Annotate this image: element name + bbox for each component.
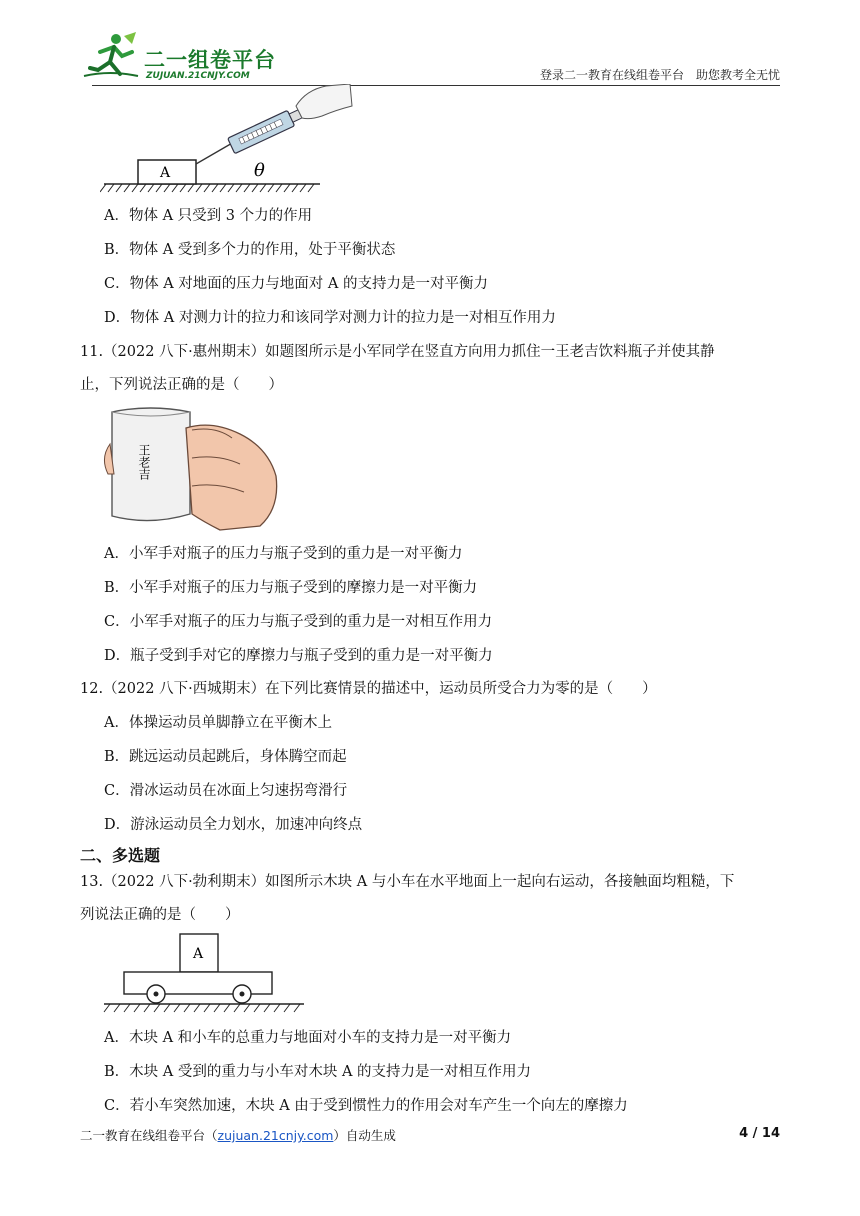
- q11-option-d: D．瓶子受到手对它的摩擦力与瓶子受到的重力是一对平衡力: [104, 648, 493, 664]
- can-label: 王老吉: [137, 444, 151, 480]
- q13-stem-line-1: 13.（2022 八下·勃利期末）如图所示木块 A 与小车在水平地面上一起向右运动，各接触面均粗糙，下: [80, 874, 735, 890]
- q12-option-c: C．滑冰运动员在冰面上匀速拐弯滑行: [104, 783, 348, 799]
- q11-option-b: B．小军手对瓶子的压力与瓶子受到的摩擦力是一对平衡力: [104, 580, 478, 596]
- figure-block-on-cart: [100, 930, 310, 1022]
- footer-suffix: ）自动生成: [333, 1128, 396, 1143]
- q10-option-c: C．物体 A 对地面的压力与地面对 A 的支持力是一对平衡力: [104, 276, 488, 292]
- q13-stem-line-2: 列说法正确的是（ ）: [80, 907, 240, 923]
- page-number: 4 / 14: [739, 1126, 780, 1141]
- angle-theta-label: θ: [254, 160, 265, 181]
- q10-option-d: D．物体 A 对测力计的拉力和该同学对测力计的拉力是一对相互作用力: [104, 310, 556, 326]
- q13-option-b: B．木块 A 受到的重力与小车对木块 A 的支持力是一对相互作用力: [104, 1064, 532, 1080]
- q10-option-a: A．物体 A 只受到 3 个力的作用: [104, 208, 313, 224]
- q11-stem-line-1: 11.（2022 八下·惠州期末）如题图所示是小军同学在竖直方向用力抓住一王老吉饮料瓶子并使其静: [80, 344, 715, 360]
- section-heading-multi-choice: 二、多选题: [80, 846, 161, 865]
- header-slogan: 登录二一教育在线组卷平台 助您教考全无忧: [539, 68, 780, 82]
- q13-option-a: A．木块 A 和小车的总重力与地面对小车的支持力是一对平衡力: [104, 1030, 512, 1046]
- logo-subtitle: ZUJUAN.21CNJY.COM: [146, 71, 250, 81]
- q12-stem: 12.（2022 八下·西城期末）在下列比赛情景的描述中，运动员所受合力为零的是（ ）: [80, 681, 657, 697]
- q12-option-b: B．跳远运动员起跳后，身体腾空而起: [104, 749, 347, 765]
- q12-option-a: A．体操运动员单脚静立在平衡木上: [104, 715, 332, 731]
- logo-text: 二一组卷平台: [144, 48, 276, 72]
- page-footer: [80, 1126, 396, 1144]
- q11-option-a: A．小军手对瓶子的压力与瓶子受到的重力是一对平衡力: [104, 546, 463, 562]
- block-a-label-q13: A: [193, 946, 204, 962]
- footer-prefix: 二一教育在线组卷平台（: [80, 1128, 218, 1143]
- q12-option-d: D．游泳运动员全力划水，加速冲向终点: [104, 817, 363, 833]
- q13-option-c: C．若小车突然加速，木块 A 由于受到惯性力的作用会对车产生一个向左的摩擦力: [104, 1098, 628, 1114]
- figure-block-spring-scale: [100, 84, 360, 200]
- footer-link[interactable]: zujuan.21cnjy.com: [217, 1128, 334, 1143]
- hand-icon: [296, 84, 352, 119]
- q11-stem-line-2: 止，下列说法正确的是（ ）: [80, 377, 283, 393]
- page-header: [80, 30, 780, 86]
- block-a-label: A: [160, 165, 171, 181]
- figure-hand-holding-can: [100, 404, 280, 534]
- q10-option-b: B．物体 A 受到多个力的作用，处于平衡状态: [104, 242, 396, 258]
- q11-option-c: C．小军手对瓶子的压力与瓶子受到的重力是一对相互作用力: [104, 614, 493, 630]
- runner-logo-icon: [80, 30, 140, 82]
